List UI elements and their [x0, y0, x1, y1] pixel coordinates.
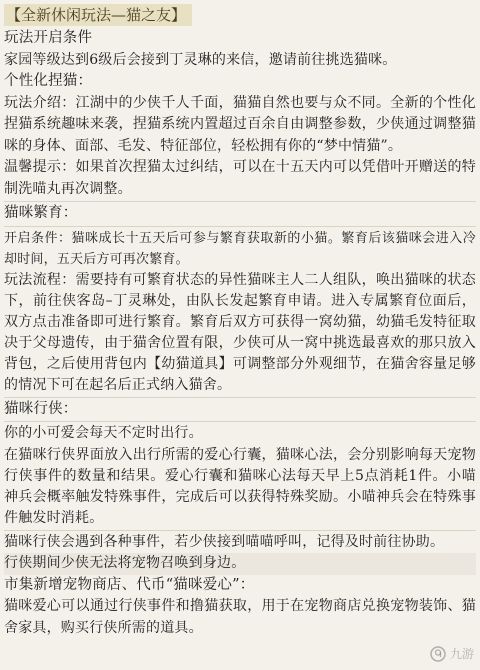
breed-flow: 玩法流程：需要持有可繁育状态的异性猫咪主人二人组队，唤出猫咪的状态下，前往侠客岛–丁灵琳处，由队长发起繁育申请。进入专属繁育位面后，双方点击准备即可进行繁育。繁育后双方可获得一窝幼猫，幼猫毛发特征取决于父母遗传，由于猫舍位置有限，少侠可从一窝中挑选最喜欢的那只放入背包，之后使用背包内【幼猫道具】可调整部分外观细节，在猫舍容量足够的情况下可在起名后正式纳入猫舍。 — [4, 271, 476, 393]
divider — [4, 397, 476, 398]
travel-text3: 猫咪行侠会遇到各种事件，若少侠接到喵喵呼叫，记得及时前往协助。 — [4, 533, 445, 550]
article-title: 【全新休闲玩法—猫之友】 — [4, 4, 192, 26]
unlock-heading: 玩法开启条件 — [4, 30, 93, 46]
customize-intro: 玩法介绍：江湖中的少侠千人千面，猫猫自然也要与众不同。全新的个性化捏猫系统趣味来袭，捏猫系统内置超过百余自由调整参数，少侠通过调整猫咪的身体、面部、毛发、特征部位，轻松拥有你的“梦中情猫”。 — [4, 94, 476, 154]
nine-game-logo-icon — [430, 646, 446, 662]
divider — [4, 201, 476, 202]
breed-heading: 猫咪繁育： — [4, 205, 78, 221]
divider — [4, 421, 476, 422]
shop-text: 猫咪爱心可以通过行侠事件和撸猫获取，用于在宠物商店兑换宠物装饰、猫舍家具，购买行侠所需的道具。 — [4, 598, 476, 636]
breed-condition: 开启条件：猫咪成长十五天后可参与繁育获取新的小猫。繁育后该猫咪会进入冷却时间，五天后方可再次繁育。 — [4, 230, 476, 267]
watermark — [430, 645, 474, 662]
divider — [4, 226, 476, 227]
travel-text4: 行侠期间少侠无法将宠物召唤到身边。 — [4, 553, 476, 575]
customize-heading: 个性化捏猫： — [4, 73, 93, 89]
travel-heading: 猫咪行侠： — [4, 400, 78, 417]
travel-text2: 在猫咪行侠界面放入出行所需的爱心行囊，猫咪心法，会分别影响每天宠物行侠事件的数量和结果。爱心行囊和猫咪心法每天早上5点消耗1件。小喵神兵会概率触发特殊事件，完成后可以获得特殊奖励。小喵神兵会在特殊事件触发时消耗。 — [4, 446, 476, 526]
watermark-text: 九游 — [449, 647, 474, 661]
customize-tip: 温馨提示：如果首次捏猫太过纠结，可以在十五天内可以凭借叶开赠送的特制洗喵丸再次调整。 — [4, 159, 476, 197]
shop-heading: 市集新增宠物商店、代币“猫咪爱心”： — [4, 576, 255, 593]
divider — [4, 530, 476, 531]
travel-text1: 你的小可爱会每天不定时出行。 — [4, 425, 203, 441]
unlock-text: 家园等级达到6级后会接到丁灵琳的来信，邀请前往挑选猫咪。 — [4, 51, 397, 68]
